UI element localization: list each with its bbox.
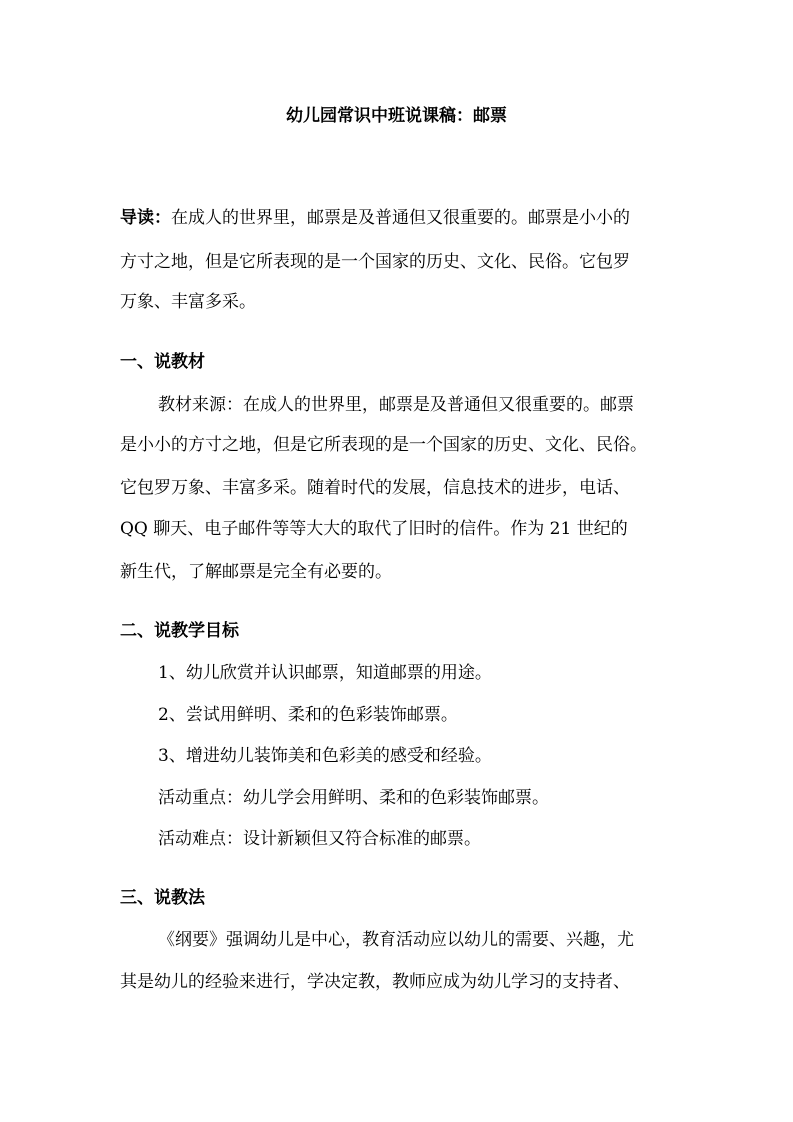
objective-1: 1、幼儿欣赏并认识邮票，知道邮票的用途。 [158,663,492,683]
objective-2: 2、尝试用鲜明、柔和的色彩装饰邮票。 [158,705,458,725]
section1-line-3: 它包罗万象、丰富多采。随着时代的发展，信息技术的进步，电话、 [120,478,630,498]
objective-3: 3、增进幼儿装饰美和色彩美的感受和经验。 [158,746,492,766]
section1-line-5: 新生代，了解邮票是完全有必要的。 [120,562,392,582]
section-heading-3: 三、说教法 [120,888,205,908]
intro-text-1: 在成人的世界里，邮票是及普通但又很重要的。邮票是小小的 [171,208,630,228]
section-heading-2: 二、说教学目标 [120,621,239,641]
intro-line-2: 方寸之地，但是它所表现的是一个国家的历史、文化、民俗。它包罗 [120,252,630,272]
intro-line-1 [120,206,680,230]
section1-line-2: 是小小的方寸之地，但是它所表现的是一个国家的历史、文化、民俗。 [120,435,647,455]
page-title: 幼儿园常识中班说课稿：邮票 [286,106,507,126]
section3-line-2: 其是幼儿的经验来进行，学决定教，教师应成为幼儿学习的支持者、 [120,972,630,992]
intro-line-3: 万象、丰富多采。 [120,292,256,312]
activity-focus: 活动重点：幼儿学会用鲜明、柔和的色彩装饰邮票。 [158,788,549,808]
activity-difficulty: 活动难点：设计新颖但又符合标准的邮票。 [158,829,481,849]
section3-line-1: 《纲要》强调幼儿是中心，教育活动应以幼儿的需要、兴趣，尤 [158,930,634,950]
section1-line-4: QQ 聊天、电子邮件等等大大的取代了旧时的信件。作为 21 世纪的 [120,519,628,539]
intro-label: 导读： [120,208,171,228]
section-heading-1: 一、说教材 [120,352,205,372]
section1-line-1: 教材来源：在成人的世界里，邮票是及普通但又很重要的。邮票 [158,395,634,415]
